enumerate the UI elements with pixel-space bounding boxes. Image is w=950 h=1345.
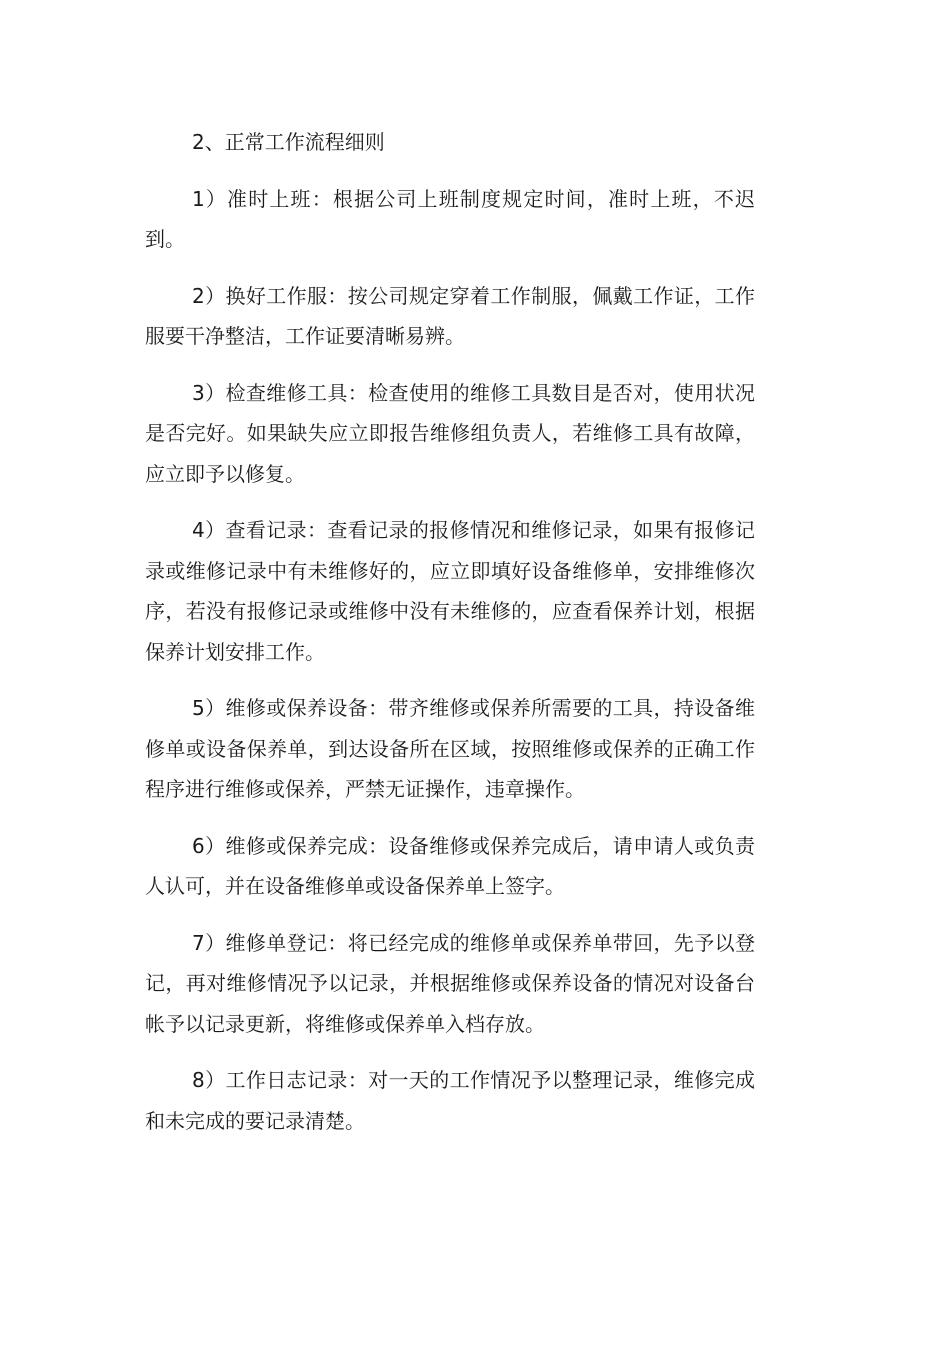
paragraph-7: 7）维修单登记：将已经完成的维修单或保养单带回，先予以登记，再对维修情况予以记录，并根据维修或保养设备的情况对设备台帐予以记录更新，将维修或保养单入档存放。 (145, 930, 755, 1036)
document-body (145, 122, 755, 1157)
section-heading: 2、正常工作流程细则 (192, 130, 385, 154)
paragraph-6: 6）维修或保养完成：设备维修或保养完成后，请申请人或负责人认可，并在设备维修单或设备保养单上签字。 (145, 833, 755, 898)
paragraph-8: 8）工作日志记录：对一天的工作情况予以整理记录，维修完成和未完成的要记录清楚。 (145, 1068, 755, 1133)
paragraph-3: 3）检查维修工具：检查使用的维修工具数目是否对，使用状况是否完好。如果缺失应立即报告维修组负责人，若维修工具有故障，应立即予以修复。 (145, 380, 755, 486)
paragraph-2: 2）换好工作服：按公司规定穿着工作制服，佩戴工作证，工作服要干净整洁，工作证要清晰易辨。 (145, 283, 755, 348)
paragraph-4: 4）查看记录：查看记录的报修情况和维修记录，如果有报修记录或维修记录中有未维修好的，应立即填好设备维修单，安排维修次序，若没有报修记录或维修中没有未维修的，应查看保养计划，根据保养计划安排工作。 (145, 518, 755, 664)
paragraph-1: 1）准时上班：根据公司上班制度规定时间，准时上班，不迟到。 (145, 186, 755, 251)
paragraph-5: 5）维修或保养设备：带齐维修或保养所需要的工具，持设备维修单或设备保养单，到达设备所在区域，按照维修或保养的正确工作程序进行维修或保养，严禁无证操作，违章操作。 (145, 696, 755, 801)
